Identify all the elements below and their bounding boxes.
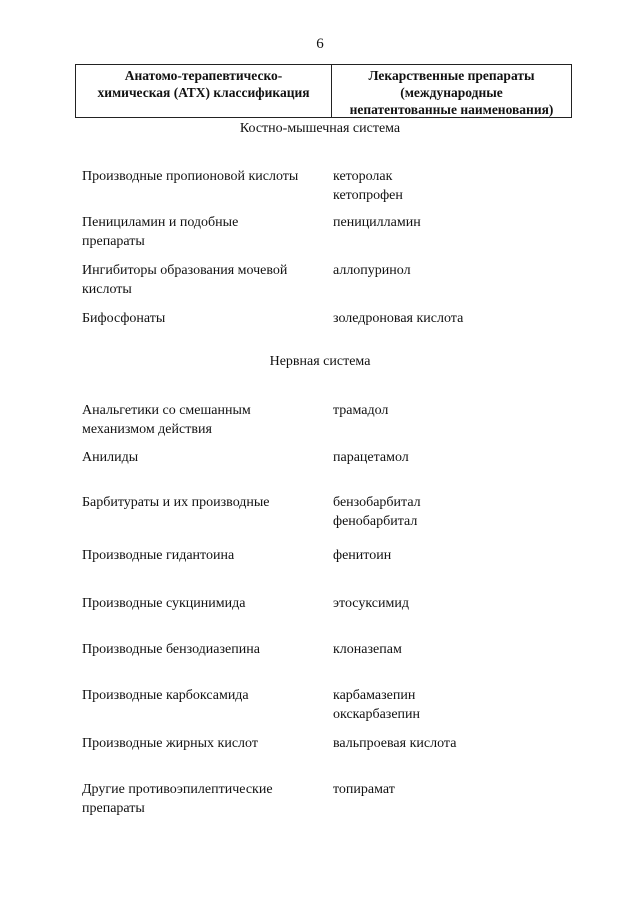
table-row-atc: Анилиды: [82, 450, 139, 465]
table-row-drug: бензобарбитал фенобарбитал: [333, 495, 421, 529]
table-row-drug: карбамазепин окскарбазепин: [333, 688, 421, 722]
table-row-atc: Производные бензодиазепина: [82, 642, 260, 657]
table-row-atc: Производные сукцинимида: [82, 596, 246, 611]
table-row-atc: Анальгетики со смешанным механизмом действия: [82, 403, 251, 437]
page-number: 6: [316, 36, 324, 52]
table-row-atc: Другие противоэпилептические препараты: [82, 782, 273, 816]
table-row-atc: Производные пропионовой кислоты: [82, 169, 299, 184]
section-title-nervous-system: Нервная система: [269, 354, 371, 369]
table-header: [75, 64, 572, 118]
table-row-drug: вальпроевая кислота: [333, 736, 457, 751]
table-row-drug: топирамат: [333, 782, 395, 797]
table-row-drug: золедроновая кислота: [333, 311, 464, 326]
table-row-drug: клоназепам: [333, 642, 402, 657]
table-row-drug: парацетамол: [333, 450, 409, 465]
table-row-atc: Барбитураты и их производные: [82, 495, 270, 510]
table-row-atc: Производные гидантоина: [82, 548, 235, 563]
table-row-atc: Производные жирных кислот: [82, 736, 258, 751]
table-row-atc: Бифосфонаты: [82, 311, 166, 326]
table-row-drug: пеницилламин: [333, 215, 421, 230]
header-atc-classification: Анатомо-терапевтическо- химическая (АТХ) классификация: [76, 65, 332, 117]
header-drug-names: Лекарственные препараты (международные непатентованные наименования): [349, 68, 554, 117]
table-row-drug: этосуксимид: [333, 596, 409, 611]
table-row-drug: аллопуринол: [333, 263, 411, 278]
table-row-atc: Производные карбоксамида: [82, 688, 249, 703]
table-row-atc: Пенициламин и подобные препараты: [82, 215, 239, 249]
table-row-drug: фенитоин: [333, 548, 392, 563]
table-row-atc: Ингибиторы образования мочевой кислоты: [82, 263, 288, 297]
table-row-drug: кеторолак кетопрофен: [333, 169, 403, 203]
section-title-musculoskeletal: Костно-мышечная система: [239, 121, 401, 136]
table-row-drug: трамадол: [333, 403, 389, 418]
